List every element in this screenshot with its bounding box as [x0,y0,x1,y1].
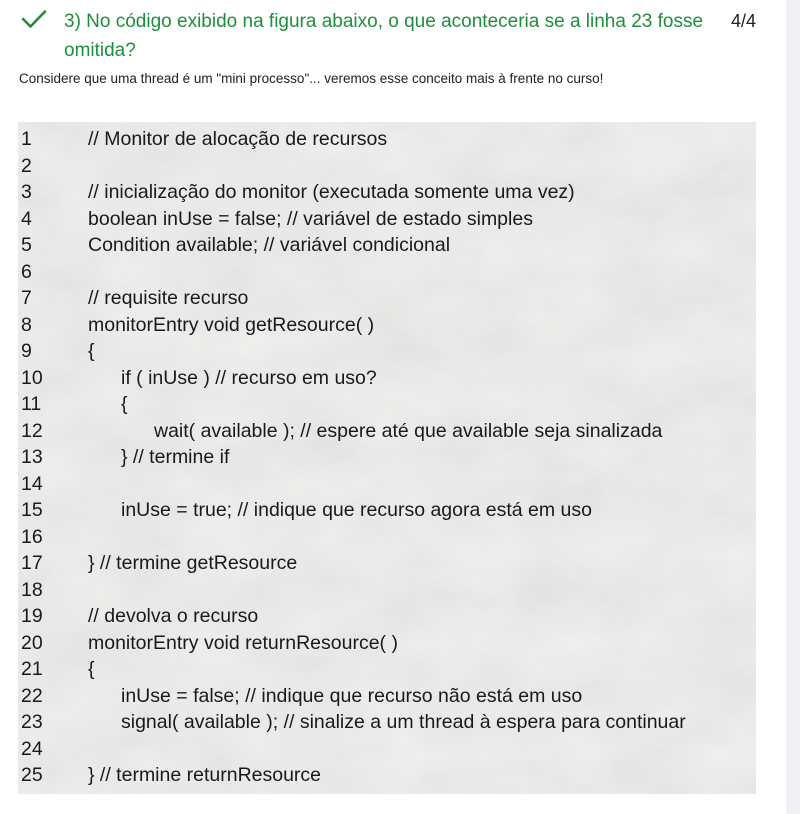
line-number: 11 [21,393,42,415]
code-line [18,153,756,180]
code-line [18,762,756,789]
question-score: 4/4 [731,11,757,31]
code-text: { [121,393,128,415]
line-number: 14 [21,472,43,495]
line-number: 10 [21,366,43,389]
line-number: 21 [21,658,43,680]
line-number: 9 [21,340,32,362]
code-line [18,683,756,710]
code-line [18,312,756,339]
code-text: wait( available ); // espere até que available seja sinalizada [154,419,663,442]
code-text: inUse = true; // indique que recurso agora está em uso [121,499,592,521]
line-number: 13 [21,446,43,468]
line-number: 2 [21,154,32,177]
line-number: 5 [21,234,32,256]
code-text: // Monitor de alocação de recursos [88,128,388,150]
line-number: 24 [21,737,43,760]
code-line [18,232,756,259]
code-line [18,418,756,445]
line-number: 6 [21,260,32,283]
code-text: // devolva o recurso [88,605,259,627]
code-line [18,656,756,683]
code-line [18,709,756,736]
line-number: 7 [21,287,32,309]
code-text: if ( inUse ) // recurso em uso? [121,366,377,389]
code-line [18,391,756,418]
code-line [18,126,756,153]
code-figure-image [18,122,756,794]
code-text: { [88,658,95,680]
line-number: 25 [21,764,43,786]
code-line [18,365,756,392]
code-line [18,259,756,286]
code-line [18,524,756,551]
code-line [18,497,756,524]
check-icon [21,9,47,29]
question-description: Considere que uma thread é um "mini processo"... veremos esse conceito mais à frente no curso! [19,71,604,86]
line-number: 4 [21,207,32,230]
code-line [18,206,756,233]
question-title: 3) No código exibido na figura abaixo, o que aconteceria se a linha 23 fosse omitida? [64,11,704,61]
code-line [18,285,756,312]
question-header [0,0,800,70]
code-text: inUse = false; // indique que recurso não está em uso [121,684,583,707]
code-text: Condition available; // variável condicional [88,234,451,256]
code-text: } // termine getResource [88,552,298,574]
line-number: 15 [21,499,43,521]
code-text: { [88,340,95,362]
line-number: 17 [21,552,43,574]
line-number: 1 [21,128,32,150]
code-line [18,550,756,577]
code-text: signal( available ); // sinalize a um thread à espera para continuar [121,711,686,733]
code-line [18,444,756,471]
code-text: // inicialização do monitor (executada somente uma vez) [88,181,575,203]
code-text: boolean inUse = false; // variável de estado simples [88,207,533,230]
code-text: } // termine returnResource [88,764,322,786]
line-number: 19 [21,605,43,627]
code-line [18,179,756,206]
line-number: 16 [21,525,43,548]
line-number: 18 [21,578,43,601]
line-number: 20 [21,631,43,654]
code-line [18,471,756,498]
code-text: } // termine if [121,446,230,468]
line-number: 3 [21,181,32,203]
line-number: 23 [21,711,43,733]
code-line [18,577,756,604]
scrollbar-track[interactable] [786,0,800,814]
code-line [18,736,756,763]
code-line [18,603,756,630]
line-number: 22 [21,684,43,707]
code-text: monitorEntry void returnResource( ) [88,631,398,654]
code-line [18,338,756,365]
line-number: 12 [21,419,43,442]
code-text: monitorEntry void getResource( ) [88,313,375,336]
line-number: 8 [21,313,32,336]
code-text: // requisite recurso [88,287,249,309]
code-line [18,630,756,657]
